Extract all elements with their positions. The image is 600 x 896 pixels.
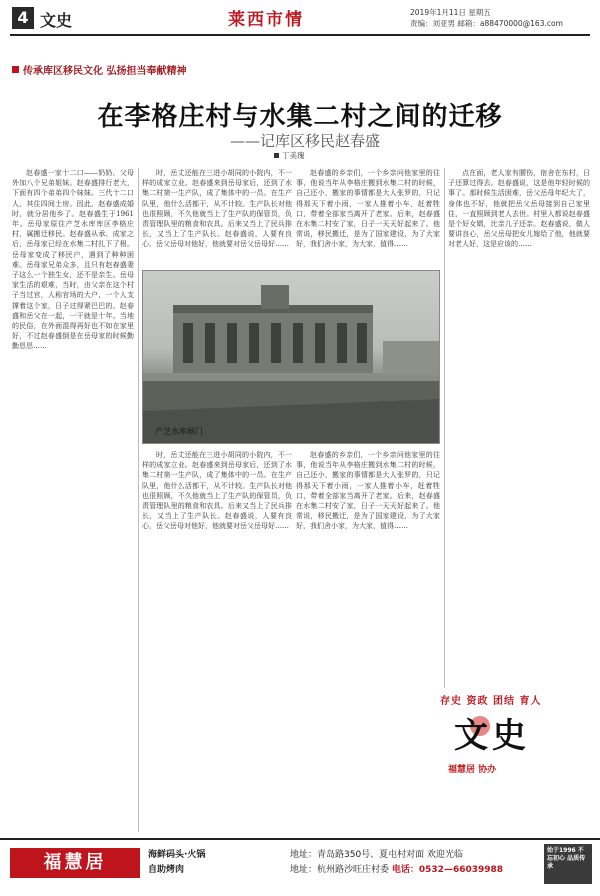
- article-author: [274, 150, 305, 161]
- ad-brand-logo: 福慧居: [10, 848, 140, 878]
- column-divider: [138, 168, 139, 832]
- issue-date: 2019年1月11日 星期五: [410, 8, 491, 17]
- photo-caption: 产芝水库闸门: [155, 427, 203, 436]
- ad-phone: 电话：0532—66039988: [391, 865, 504, 875]
- column-1-text: 赵春盛一家十二口——奶奶、父母外加八个兄弟姐妹。赵春盛排行老大，下面有四个弟弟四个妹妹。三代十二口人，其住四间土房。因此，赵春盛成婚时，就分居他乡了。赵春盛生于1961年。岳母家原住产芝水库库区李格庄村，属搬迁移民。赵春盛从承、成家之后，岳母家已经在水集二村扎下了根。岳母家变成了移民户，遇到了种种困难。岳母家兄弟众多，且只有赵春盛妻子这么一个独生女，还不是亲生。岳母家生活的艰难，当时，由父亲在这个村子当过官，人称官场的大户，一个人支撑着这个家，日子过得紧巴巴的。赵春盛和岳父在一起，一干就是十年。当地的民俗，在外面混得再好也不如在家里好，不过赵春盛倒是在岳母家的时候勤勤恳恳……: [12, 169, 134, 351]
- ad-service-bbq: 自助烤肉: [148, 865, 185, 875]
- column-3-text-cont: 赵春盛的乡亲们，一个乡亲问他家里的往事，他说当年从李格庄搬到水集二村的时候，自己还小，搬家的事情都是大人张罗的，只记得那天下着小雨，一家人推着小车，赶着牲口，带着全部家当离开了老家。后来，赵春盛在水集二村安了家，日子一天天好起来了。他常说，移民搬迁，是为了国家建设，为了大家好，我们舍小家，为大家，值得……: [296, 451, 440, 531]
- article-column-2-bottom: [142, 450, 292, 832]
- ad-contact: [290, 848, 503, 878]
- article-column-3-top: [296, 168, 440, 266]
- column-banner: [12, 62, 186, 77]
- promo-title: 文史: [454, 716, 530, 756]
- ad-service-hotpot: 海鲜码头·火锅: [148, 850, 206, 860]
- article-column-3-bottom: [296, 450, 440, 832]
- article-column-2-top: [142, 168, 292, 266]
- article-subtitle: ——记库区移民赵春盛: [230, 132, 381, 150]
- header-rule: [10, 34, 590, 36]
- page-number: 4: [12, 7, 34, 29]
- editor-info: 责编：刘亚男 邮箱：a88470000@163.com: [410, 19, 563, 28]
- article-column-4: [448, 168, 590, 688]
- author-square-icon: [274, 153, 279, 158]
- banner-square-icon: [12, 66, 19, 73]
- promo-sponsor: 福慧居 协办: [448, 765, 497, 775]
- article-title: 在李格庄村与水集二村之间的迁移: [97, 102, 503, 132]
- ad-address-1: 地址：青岛路350号、夏屯村对面 欢迎光临: [290, 850, 464, 860]
- newspaper-name: 莱西市情: [228, 10, 304, 30]
- sluice-gate-illustration: [143, 271, 440, 444]
- section-name: 文史: [40, 11, 73, 30]
- column-2-text-cont: 时，岳丈还能在三进小胡同的小院内，不一样的成家立业。赵春盛来到岳母家后，还到了水集二村第一生产队，成了集体中的一员。在生产队里，他什么活都干，从不计较。生产队长对他也很照顾，不久他就当上了生产队的保管员，负责管理队里的粮食和农具。后来又当上了民兵排长，又当上了生产队长。赵春盛说，人要有良心，岳父岳母对他好，他就要对岳父岳母好……: [142, 451, 292, 531]
- author-name: 丁美瑰: [282, 151, 305, 160]
- column-3-text: 赵春盛的乡亲们，一个乡亲问他家里的往事，他说当年从李格庄搬到水集二村的时候，自己还小，搬家的事情都是大人张罗的，只记得那天下着小雨，一家人推着小车，赶着牲口，带着全部家当离开了老家。后来，赵春盛在水集二村安了家，日子一天天好起来了。他常说，移民搬迁，是为了国家建设，为了大家好，我们舍小家，为大家，值得……: [296, 169, 440, 249]
- banner-text: 传承库区移民文化 弘扬担当奉献精神: [23, 66, 187, 77]
- page-header: [0, 0, 600, 38]
- article-column-1: [12, 168, 134, 832]
- column-4-text: 点在面，老人家有腰伤，宿舍在东村，日子还算过得去。赵春盛说，这是他年轻时候的事了。那时候生活困难，岳父岳母年纪大了，身体也不好，他就把岳父岳母接到自己家里住，一直照顾到老人去世。村里人都说赵春盛是个好女婿，比亲儿子还亲。赵春盛说，做人要讲良心，岳父岳母把女儿嫁给了他，他就要对老人好，这是应该的……: [448, 169, 590, 249]
- column-2-text: 时，岳丈还能在三进小胡同的小院内，不一样的成家立业。赵春盛来到岳母家后，还到了水集二村第一生产队，成了集体中的一员。在生产队里，他什么活都干，从不计较。生产队长对他也很照顾，不久他就当上了生产队的保管员，负责管理队里的粮食和农具。后来又当上了民兵排长，又当上了生产队长。赵春盛说，人要有良心，岳父岳母对他好，他就要对岳父岳母好……: [142, 169, 292, 249]
- ad-badge: 始于1996 不忘初心 品质传承: [544, 844, 592, 884]
- issue-meta: [410, 7, 563, 29]
- ad-address-2: [290, 863, 503, 878]
- promo-slogan: 存史 资政 团结 育人: [440, 696, 542, 707]
- ad-address-2-text: 地址：杭州路沙旺庄村委: [290, 865, 390, 875]
- dam-photo: [142, 270, 440, 444]
- footer-ad: [0, 838, 600, 888]
- ad-services: [148, 848, 205, 878]
- column-divider: [444, 168, 445, 688]
